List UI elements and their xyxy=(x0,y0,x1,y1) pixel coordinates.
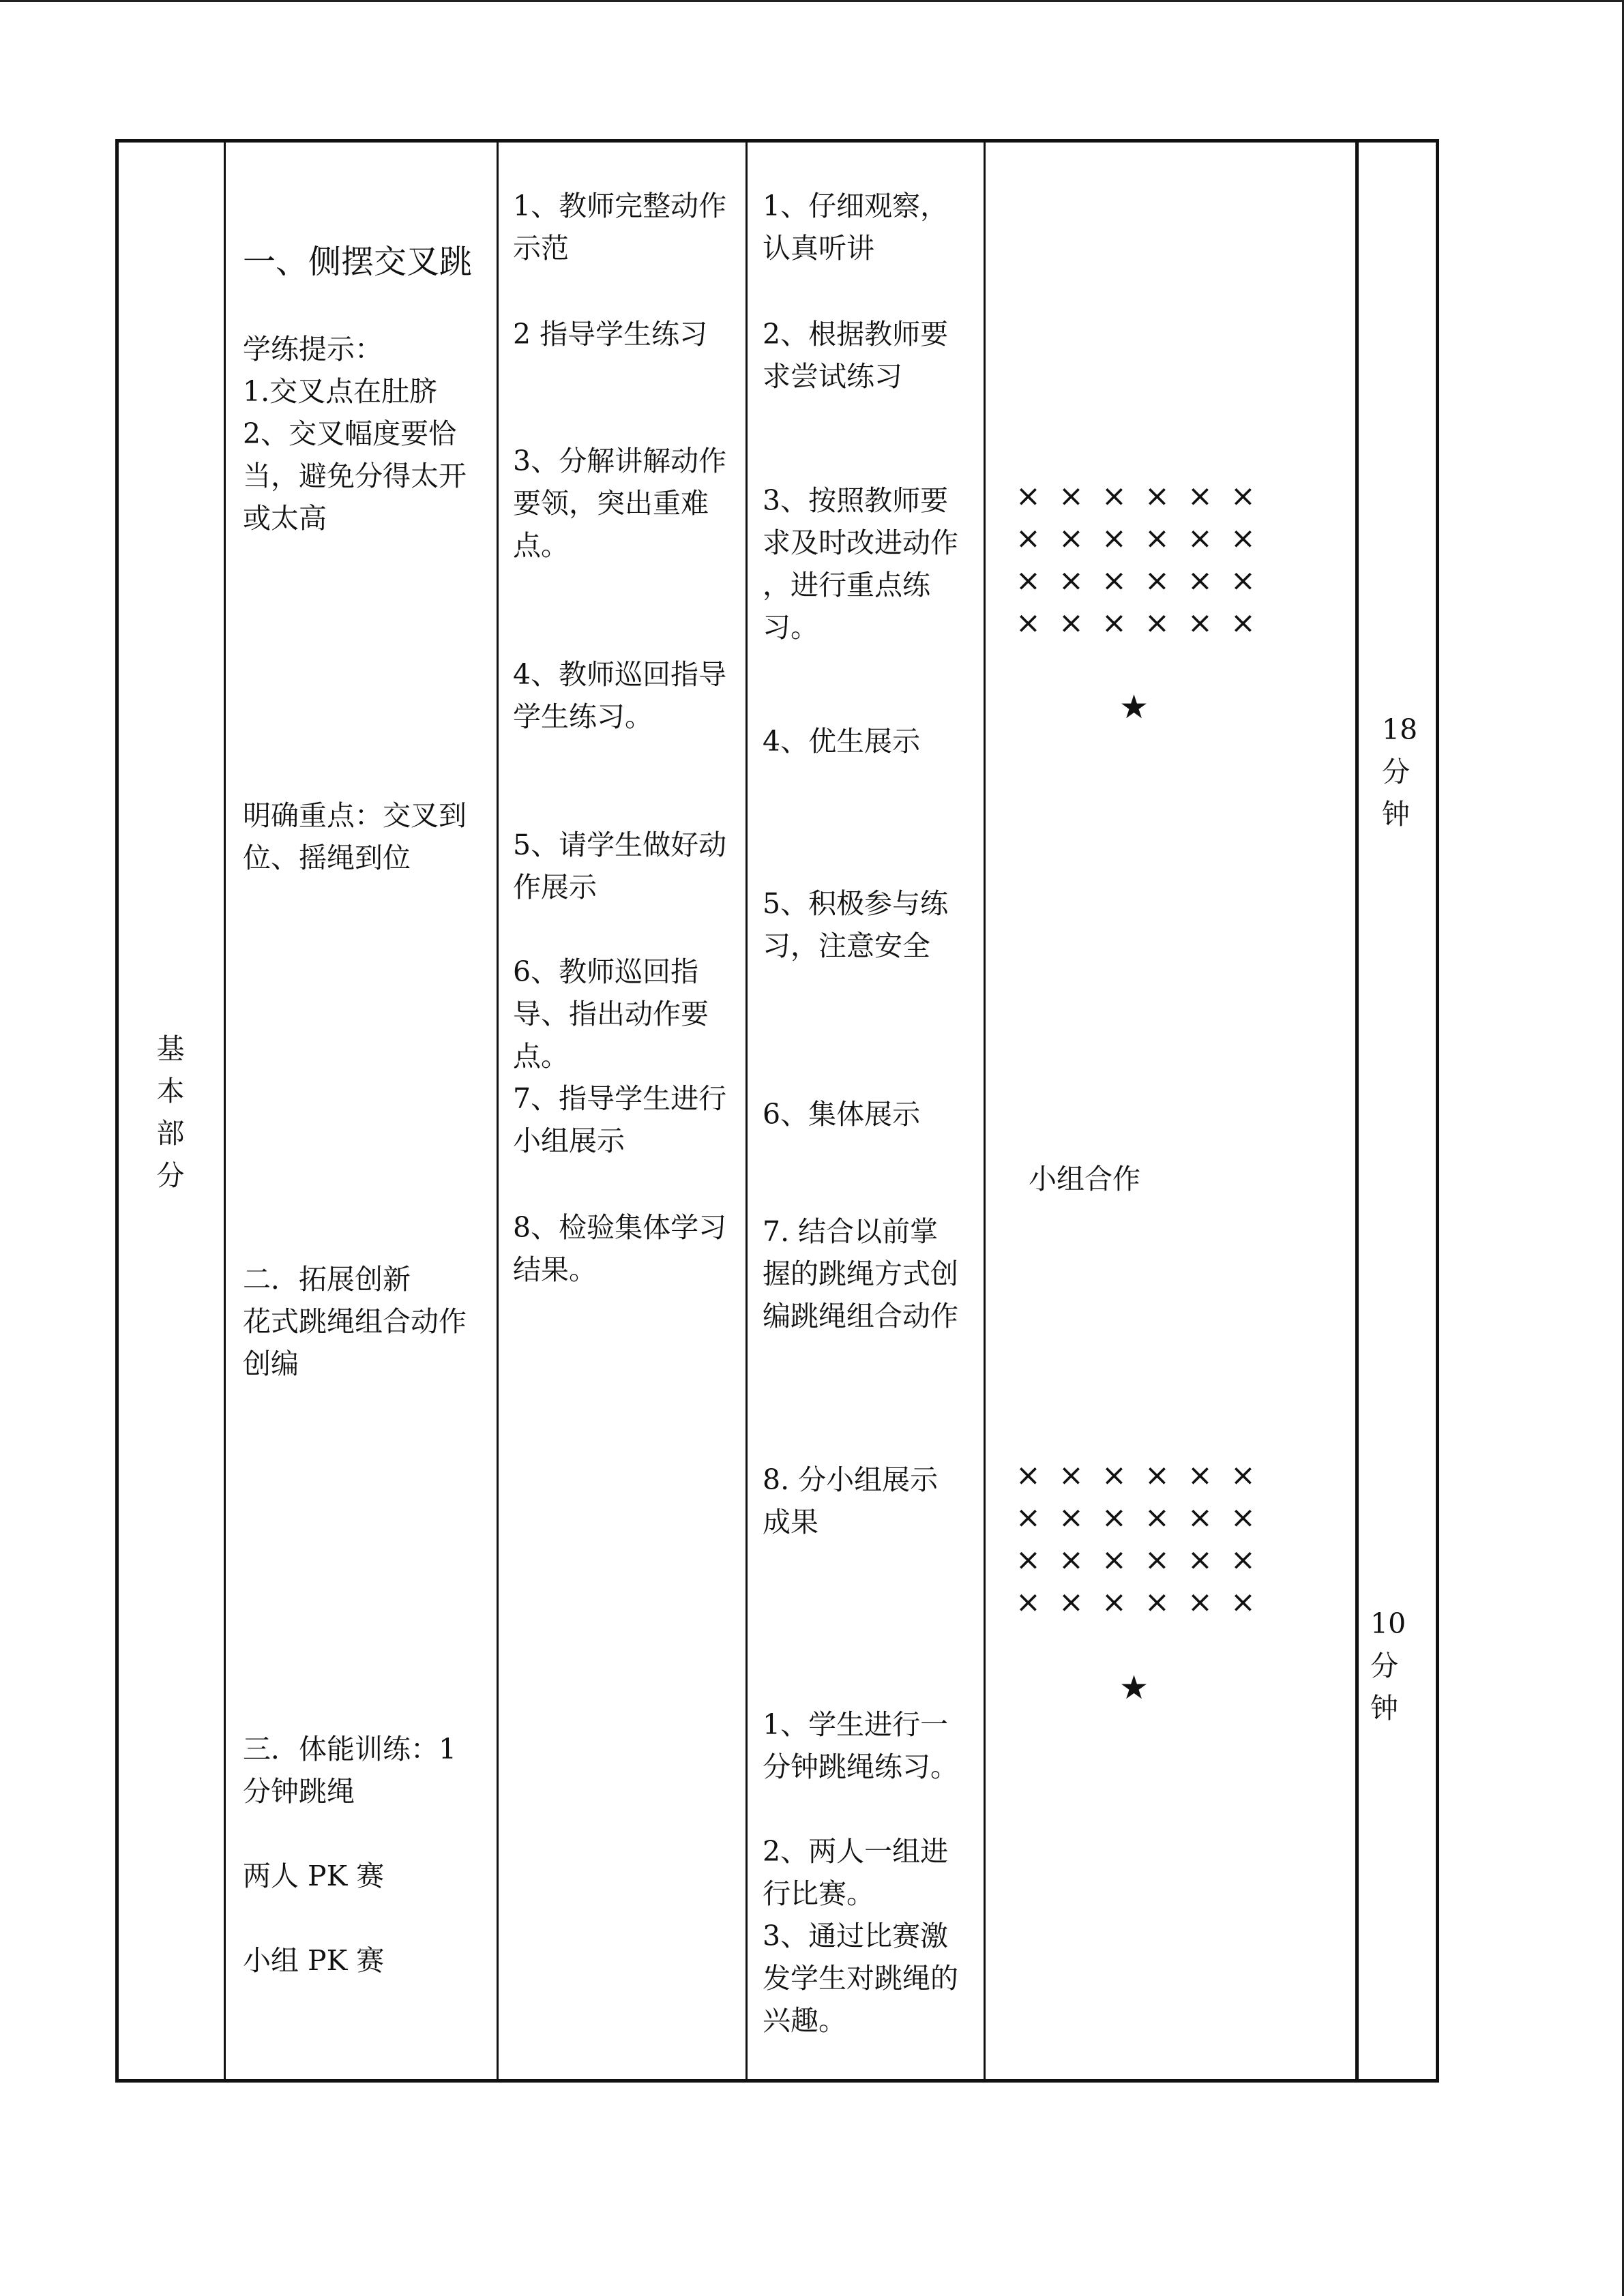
teacher-item-8: 8、检验集体学习 结果。 xyxy=(513,1211,727,1286)
student-position-icon: × xyxy=(1230,1458,1256,1493)
formation-grid-1 xyxy=(1016,475,1273,644)
time-2: 10 分 钟 xyxy=(1370,1607,1406,1725)
student-item-3: 3、按照教师要 求及时改进动作 ，进行重点练 习。 xyxy=(763,484,958,644)
student-item-2: 2、根据教师要 求尝试练习 xyxy=(763,318,949,393)
student-item-6: 6、集体展示 xyxy=(763,1098,921,1131)
content-title-1: 一、侧摆交叉跳 xyxy=(243,243,473,281)
student-position-icon: × xyxy=(1059,1585,1084,1620)
student-position-icon: × xyxy=(1187,1542,1213,1577)
student-position-icon: × xyxy=(1145,563,1170,598)
student-position-icon: × xyxy=(1016,563,1041,598)
student-position-icon: × xyxy=(1102,1500,1127,1535)
student-position-icon: × xyxy=(1102,563,1127,598)
lesson-plan-table xyxy=(115,139,1439,2083)
student-position-icon: × xyxy=(1145,1458,1170,1493)
student-position-icon: × xyxy=(1230,1542,1256,1577)
teacher-star-2: ★ xyxy=(1119,1669,1149,1707)
student-position-icon: × xyxy=(1059,606,1084,640)
teacher-item-3: 3、分解讲解动作 要领，突出重难 点。 xyxy=(513,445,727,562)
column-divider-3 xyxy=(745,143,748,2079)
student-item-5: 5、积极参与练 习，注意安全 xyxy=(763,887,949,962)
student-position-icon: × xyxy=(1102,1458,1127,1493)
student-position-icon: × xyxy=(1230,1500,1256,1535)
student-position-icon: × xyxy=(1145,1500,1170,1535)
student-position-icon: × xyxy=(1016,1500,1041,1535)
content-title-2: 二．拓展创新 花式跳绳组合动作 创编 xyxy=(243,1263,467,1380)
student-item-9: 1、学生进行一 分钟跳绳练习。 xyxy=(763,1708,958,1783)
teacher-star-1: ★ xyxy=(1119,688,1149,726)
student-position-icon: × xyxy=(1187,563,1213,598)
student-item-8: 8. 分小组展示 成果 xyxy=(763,1463,939,1538)
student-item-4: 4、优生展示 xyxy=(763,725,921,758)
student-position-icon: × xyxy=(1059,479,1084,513)
student-position-icon: × xyxy=(1016,1458,1041,1493)
column-divider-4 xyxy=(984,143,986,2079)
student-position-icon: × xyxy=(1187,1458,1213,1493)
column-divider-1 xyxy=(224,143,226,2079)
student-position-icon: × xyxy=(1145,1542,1170,1577)
teacher-item-2: 2 指导学生练习 xyxy=(513,318,708,351)
content-pk-pair: 两人 PK 赛 xyxy=(243,1860,385,1892)
student-position-icon: × xyxy=(1187,521,1213,556)
teacher-item-1: 1、教师完整动作 示范 xyxy=(513,190,727,265)
student-position-icon: × xyxy=(1016,1585,1041,1620)
section-label: 基 本 部 分 xyxy=(156,1032,185,1192)
student-item-7: 7. 结合以前掌 握的跳绳方式创 编跳绳组合动作 xyxy=(763,1215,958,1332)
student-position-icon: × xyxy=(1145,1585,1170,1620)
content-title-3: 三．体能训练：1 分钟跳绳 xyxy=(243,1733,457,1808)
student-position-icon: × xyxy=(1016,479,1041,513)
student-position-icon: × xyxy=(1230,479,1256,513)
student-position-icon: × xyxy=(1102,521,1127,556)
time-1: 18 分 钟 xyxy=(1382,713,1418,831)
student-position-icon: × xyxy=(1102,1542,1127,1577)
column-divider-5 xyxy=(1355,143,1359,2079)
student-position-icon: × xyxy=(1187,479,1213,513)
teacher-item-4: 4、教师巡回指导 学生练习。 xyxy=(513,658,727,733)
student-position-icon: × xyxy=(1187,1585,1213,1620)
student-position-icon: × xyxy=(1059,1500,1084,1535)
student-position-icon: × xyxy=(1102,606,1127,640)
group-cooperation-label: 小组合作 xyxy=(1029,1163,1140,1195)
student-position-icon: × xyxy=(1016,521,1041,556)
student-position-icon: × xyxy=(1059,1542,1084,1577)
student-position-icon: × xyxy=(1187,606,1213,640)
content-tips: 学练提示： 1.交叉点在肚脐 2、交叉幅度要恰 当，避免分得太开 或太高 xyxy=(243,333,467,535)
student-position-icon: × xyxy=(1059,521,1084,556)
teacher-item-6: 6、教师巡回指 导、指出动作要 点。 7、指导学生进行 小组展示 xyxy=(513,955,727,1157)
student-item-10: 2、两人一组进 行比赛。 3、通过比赛激 发学生对跳绳的 兴趣。 xyxy=(763,1835,958,2037)
column-divider-2 xyxy=(497,143,499,2079)
student-position-icon: × xyxy=(1016,606,1041,640)
teacher-item-5: 5、请学生做好动 作展示 xyxy=(513,829,727,904)
student-position-icon: × xyxy=(1059,563,1084,598)
student-position-icon: × xyxy=(1102,479,1127,513)
content-pk-group: 小组 PK 赛 xyxy=(243,1944,385,1977)
content-focus: 明确重点：交叉到 位、摇绳到位 xyxy=(243,799,467,874)
student-position-icon: × xyxy=(1230,1585,1256,1620)
student-position-icon: × xyxy=(1145,479,1170,513)
student-item-1: 1、仔细观察， 认真听讲 xyxy=(763,190,949,265)
student-position-icon: × xyxy=(1187,1500,1213,1535)
student-position-icon: × xyxy=(1230,606,1256,640)
student-position-icon: × xyxy=(1230,521,1256,556)
student-position-icon: × xyxy=(1102,1585,1127,1620)
student-position-icon: × xyxy=(1145,606,1170,640)
page-top-rule xyxy=(0,0,1624,2)
student-position-icon: × xyxy=(1230,563,1256,598)
student-position-icon: × xyxy=(1145,521,1170,556)
formation-grid-2 xyxy=(1016,1455,1273,1624)
student-position-icon: × xyxy=(1059,1458,1084,1493)
student-position-icon: × xyxy=(1016,1542,1041,1577)
